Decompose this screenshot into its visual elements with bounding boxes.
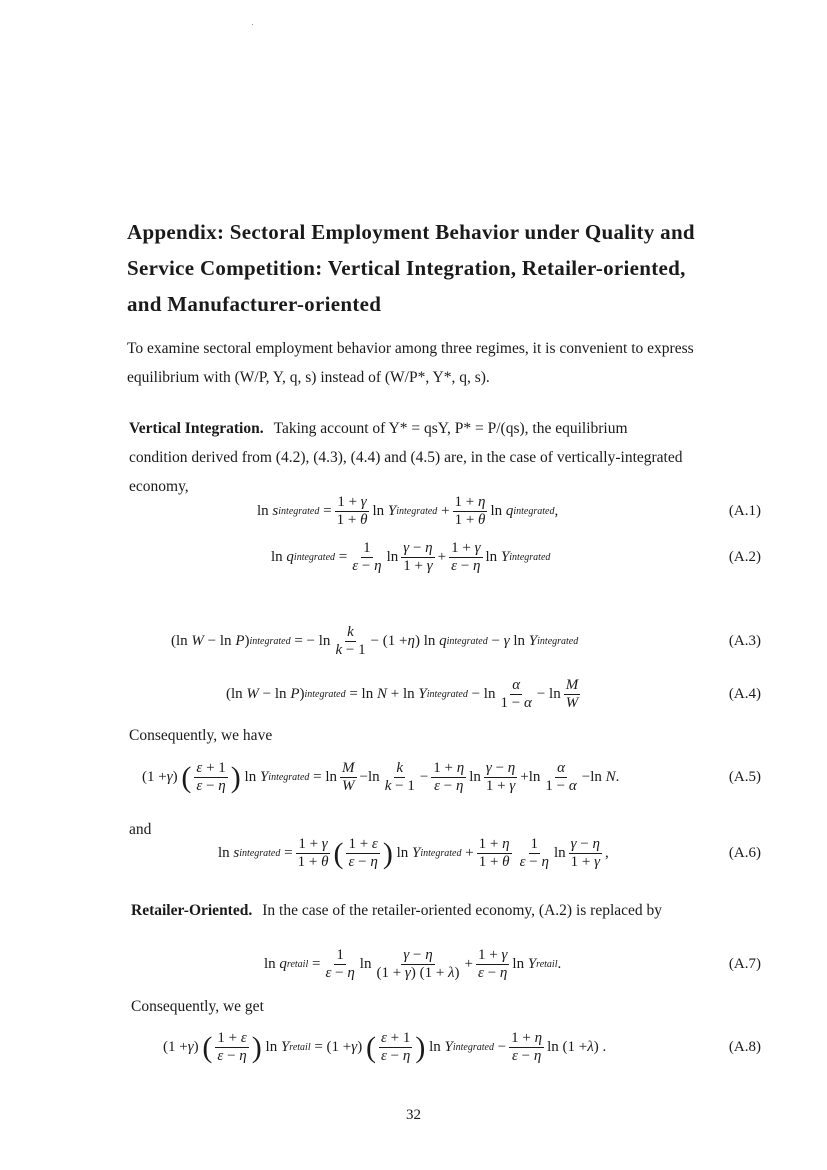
title-line-3: and Manufacturer-oriented	[127, 292, 382, 316]
equation-a4: (ln W − ln P ) integrated = ln N + ln Y integrated − ln $\frac{\alpha}{1 - \alpha}$ − ln $\frac{M}{W}$	[226, 677, 579, 711]
retailer-oriented-paragraph	[131, 896, 761, 925]
vertical-integration-paragraph	[129, 414, 763, 501]
equation-a6: ln s integrated = $\frac{1 + \gamma}{1 + \theta}$ ( $\frac{1 + \varepsilon}{\varepsilon - \eta}$ ) ln Y integrated + $\frac{1 + \eta}{1 + \theta}$ $\frac{1}{\varepsilon - \eta}$ ln $\frac{\gamma - \eta}{1 + \gamma}$ ,	[218, 836, 609, 870]
eq-number-a1: (A.1)	[728, 503, 761, 519]
intro-line-2: equilibrium with (W/P, Y, q, s) instead of (W/P*, Y*, q, s).	[127, 369, 490, 386]
title-line-1: Appendix: Sectoral Employment Behavior under Quality and	[127, 220, 695, 244]
eq-number-a2: (A.2)	[728, 549, 761, 565]
vertical-line-3: economy,	[129, 478, 189, 495]
eq-number-a8: (A.8)	[728, 1039, 761, 1055]
appendix-title	[127, 214, 767, 322]
consequently-have-text: Consequently, we have	[129, 727, 273, 744]
title-line-2: Service Competition: Vertical Integration, Retailer-oriented,	[127, 256, 686, 280]
eq-number-a6: (A.6)	[728, 845, 761, 861]
eq-number-a7: (A.7)	[728, 956, 761, 972]
equation-a7: ln q retail = $\frac{1}{\varepsilon - \eta}$ ln $\frac{\gamma - \eta}{(1 + \gamma) (1 + \lambda)}$ + $\frac{1 + \gamma}{\varepsilon - \eta}$ ln Y retail .	[264, 947, 562, 981]
equation-a8: (1 + γ ) ( $\frac{1 + \varepsilon}{\varepsilon - \eta}$ ) ln Y retail = (1 + γ ) ( $\frac{\varepsilon + 1}{\varepsilon - \eta}$ ) ln Y integrated − $\frac{1 + \eta}{\varepsilon - \eta}$ ln (1 + λ ) .	[163, 1030, 607, 1064]
eq-number-a4: (A.4)	[728, 686, 761, 702]
intro-paragraph	[127, 334, 767, 392]
equation-a1: ln s integrated = $\frac{1 + \gamma}{1 + \theta}$ ln Y integrated + $\frac{1 + \eta}{1 + \theta}$ ln q integrated ,	[257, 494, 559, 528]
eq-number-a5: (A.5)	[728, 769, 761, 785]
equation-a5: (1 + γ ) ( $\frac{\varepsilon + 1}{\varepsilon - \eta}$ ) ln Y integrated = ln $\frac{M}{W}$ −ln $\frac{k}{k - 1}$ − $\frac{1 + \eta}{\varepsilon - \eta}$ ln $\frac{\gamma - \eta}{1 + \gamma}$ +ln $\frac{\alpha}{1 - \alpha}$ −ln N .	[142, 760, 620, 794]
eq-number-a3: (A.3)	[728, 633, 761, 649]
vertical-integration-heading: Vertical Integration.	[129, 420, 264, 437]
vertical-line-2: condition derived from (4.2), (4.3), (4.4) and (4.5) are, in the case of vertically-integrated	[129, 449, 683, 466]
intro-line-1: To examine sectoral employment behavior among three regimes, it is convenient to express	[127, 340, 694, 357]
consequently-get-text: Consequently, we get	[131, 998, 264, 1015]
equation-a2: ln q integrated = $\frac{1}{\varepsilon - \eta}$ ln $\frac{\gamma - \eta}{1 + \gamma}$ + $\frac{1 + \gamma}{\varepsilon - \eta}$ ln Y integrated	[271, 540, 551, 574]
retailer-oriented-text: In the case of the retailer-oriented economy, (A.2) is replaced by	[262, 902, 663, 919]
scan-speck	[252, 24, 253, 25]
retailer-oriented-heading: Retailer-Oriented.	[131, 902, 253, 919]
page-number: 32	[406, 1107, 421, 1123]
equation-a3: (ln W − ln P ) integrated = − ln $\frac{k}{k - 1}$ − (1 + η ) ln q integrated − γ ln Y integrated	[171, 624, 579, 658]
and-text: and	[129, 821, 152, 838]
vertical-line-1: Taking account of Y* = qsY, P* = P/(qs), the equilibrium	[273, 420, 628, 437]
